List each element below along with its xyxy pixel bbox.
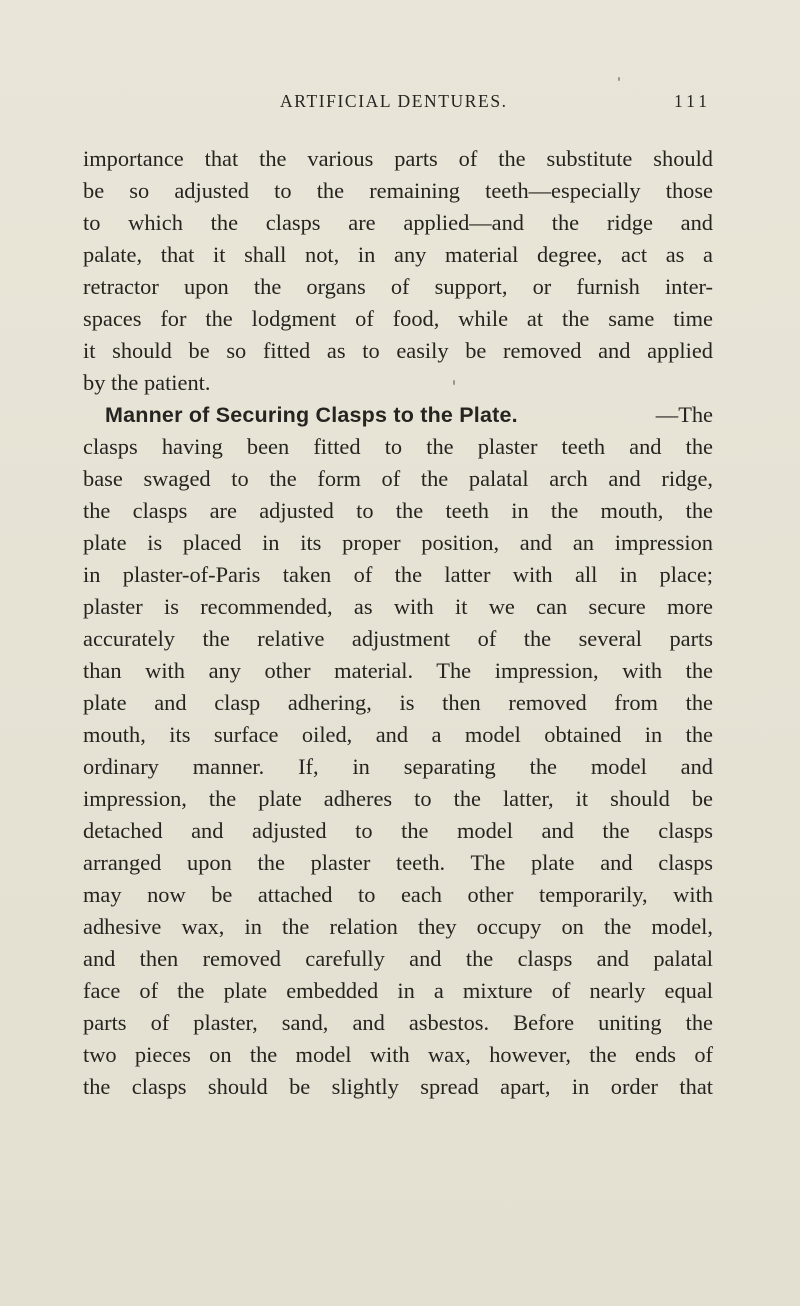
text-line: detached and adjusted to the model and the clasps — [83, 818, 713, 843]
text-line: to which the clasps are applied—and the ridge and — [83, 210, 713, 235]
text-line: two pieces on the model with wax, however, the ends of — [83, 1042, 713, 1067]
text-line: clasps having been fitted to the plaster teeth and the — [83, 434, 713, 459]
text-line: by the patient. — [83, 370, 211, 395]
text-line: spaces for the lodgment of food, while at the same time — [83, 306, 713, 331]
text-line: in plaster-of-Paris taken of the latter with all in place; — [83, 562, 713, 587]
text-line: importance that the various parts of the substitute should — [83, 146, 713, 171]
paper-speck — [453, 380, 455, 385]
section-heading-line — [83, 399, 713, 431]
text-line: the clasps are adjusted to the teeth in the mouth, the — [83, 498, 713, 523]
text-line: parts of plaster, sand, and asbestos. Before uniting the — [83, 1010, 713, 1035]
text-line: it should be so fitted as to easily be removed and applied — [83, 338, 713, 363]
text-line: be so adjusted to the remaining teeth—especially those — [83, 178, 713, 203]
text-line: accurately the relative adjustment of the several parts — [83, 626, 713, 651]
body-text — [83, 143, 713, 1103]
text-line: adhesive wax, in the relation they occupy on the model, — [83, 914, 713, 939]
text-line: plate is placed in its proper position, and an impression — [83, 530, 713, 555]
section-heading: Manner of Securing Clasps to the Plate. — [105, 403, 518, 427]
paper-speck — [618, 77, 620, 81]
text-run: —The — [655, 402, 713, 427]
running-title: ARTIFICIAL DENTURES. — [280, 91, 508, 111]
text-line: may now be attached to each other temporarily, with — [83, 882, 713, 907]
paragraph — [83, 143, 713, 399]
paragraph — [83, 399, 713, 1103]
running-head — [0, 91, 800, 119]
text-line: palate, that it shall not, in any material degree, act as a — [83, 242, 713, 267]
text-line: the clasps should be slightly spread apart, in order that — [83, 1074, 713, 1099]
text-line: face of the plate embedded in a mixture of nearly equal — [83, 978, 713, 1003]
text-line: mouth, its surface oiled, and a model obtained in the — [83, 722, 713, 747]
text-line: base swaged to the form of the palatal arch and ridge, — [83, 466, 713, 491]
text-line: and then removed carefully and the clasps and palatal — [83, 946, 713, 971]
text-line: ordinary manner. If, in separating the model and — [83, 754, 713, 779]
text-line: than with any other material. The impression, with the — [83, 658, 713, 683]
text-line: retractor upon the organs of support, or furnish inter- — [83, 274, 713, 299]
text-line: plate and clasp adhering, is then removed from the — [83, 690, 713, 715]
text-line: plaster is recommended, as with it we can secure more — [83, 594, 713, 619]
page-number: 111 — [674, 91, 711, 111]
text-line: impression, the plate adheres to the latter, it should be — [83, 786, 713, 811]
text-line: arranged upon the plaster teeth. The plate and clasps — [83, 850, 713, 875]
